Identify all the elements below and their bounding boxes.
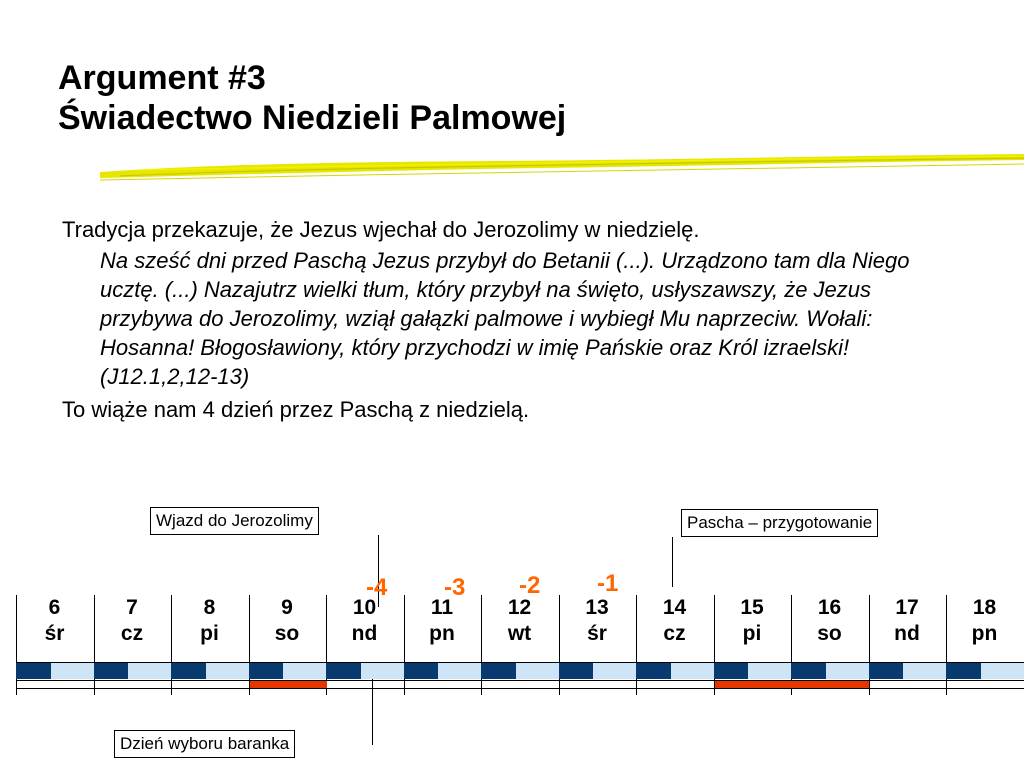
strip-day [128, 663, 171, 679]
day-number: 18 [972, 596, 997, 619]
offset-minus-1: -1 [597, 570, 619, 597]
scripture-quote: Na sześć dni przed Paschą Jezus przybył do Betanii (...). Urządzono tam dla Niego ucztę. (...) Nazajutrz wielki tłum, który przybył na święto, usłyszawszy, że Jezus przybywa do Jerozolimy, wziął gałązki palmowe i wybiegł Mu naprzeciw. Wołali: Hosanna! Błogosławiony, który przychodzi w imię Pańskie oraz Król izraelski! (J12.1,2,12-13) [100, 248, 910, 389]
day-column [559, 595, 636, 647]
day-abbr: wt [507, 622, 532, 645]
strip-night [791, 663, 826, 679]
strip-bottom-border [16, 680, 1024, 681]
offset-minus-2: -2 [519, 572, 541, 599]
day-abbr: pi [742, 622, 762, 645]
day-number: 10 [352, 596, 377, 619]
day-abbr: śr [44, 622, 65, 645]
day-column [249, 595, 326, 647]
strip-day [748, 663, 791, 679]
day-abbr: so [817, 622, 842, 645]
day-abbr: so [274, 622, 300, 645]
strip-day [206, 663, 249, 679]
strip-night [249, 663, 284, 679]
day-number: 17 [895, 596, 919, 619]
day-column [869, 595, 946, 647]
highlight-bar [250, 681, 327, 688]
day-abbr: cz [120, 622, 144, 645]
highlight-row-border [16, 688, 1024, 689]
strip-night [94, 663, 129, 679]
offset-minus-3: -3 [444, 574, 466, 601]
day-abbr: nd [894, 622, 920, 645]
strip-day [671, 663, 714, 679]
day-column [481, 595, 558, 647]
day-abbr: śr [587, 622, 607, 645]
strip-night [171, 663, 206, 679]
strip-day [283, 663, 326, 679]
conclusion-paragraph: To wiąże nam 4 dzień przez Paschą z niedzielą. [62, 397, 530, 422]
day-number: 14 [662, 596, 687, 619]
strip-day [361, 663, 404, 679]
day-number: 15 [740, 596, 764, 619]
day-number: 8 [203, 596, 216, 619]
day-column [16, 595, 93, 647]
strip-day [826, 663, 869, 679]
day-number: 16 [817, 596, 842, 619]
day-abbr: pn [429, 622, 455, 645]
day-abbr: pn [971, 622, 998, 645]
day-abbr: nd [351, 622, 378, 645]
passover-connector [672, 537, 673, 587]
strip-day [981, 663, 1024, 679]
passover-label-box: Pascha – przygotowanie [681, 509, 878, 537]
day-column [326, 595, 403, 647]
strip-night [326, 663, 361, 679]
day-number: 7 [126, 596, 138, 619]
strip-night [16, 663, 51, 679]
lamb-label-box: Dzień wyboru baranka [114, 730, 295, 758]
entry-label-box: Wjazd do Jerozolimy [150, 507, 319, 535]
day-column [404, 595, 481, 647]
day-column [94, 595, 171, 647]
day-column [636, 595, 713, 647]
strip-night [714, 663, 749, 679]
day-abbr: pi [200, 622, 219, 645]
day-abbr: cz [663, 622, 686, 645]
day-number: 6 [48, 596, 61, 619]
strip-night [636, 663, 671, 679]
strip-day [516, 663, 559, 679]
day-column [791, 595, 868, 647]
day-number: 11 [430, 596, 454, 619]
title-line-1: Argument #3 [58, 59, 266, 97]
strip-night [946, 663, 981, 679]
highlight-bar [715, 681, 792, 688]
slide-title [58, 58, 566, 138]
day-number: 9 [281, 596, 293, 619]
strip-day [438, 663, 481, 679]
strip-night [481, 663, 516, 679]
strip-day [593, 663, 636, 679]
strip-day [51, 663, 94, 679]
day-column [946, 595, 1023, 647]
title-underline-brush [100, 150, 1024, 190]
day-number: 13 [585, 596, 609, 619]
title-line-2: Świadectwo Niedzieli Palmowej [58, 99, 567, 137]
intro-paragraph: Tradycja przekazuje, że Jezus wjechał do Jerozolimy w niedzielę. [62, 217, 700, 242]
strip-night [559, 663, 594, 679]
day-column [714, 595, 791, 647]
strip-night [404, 663, 439, 679]
day-number: 12 [507, 596, 532, 619]
slide-body [62, 215, 962, 424]
strip-day [903, 663, 946, 679]
offset-minus-4: -4 [366, 574, 388, 601]
highlight-bar [792, 681, 869, 688]
day-column [171, 595, 248, 647]
strip-night [869, 663, 904, 679]
